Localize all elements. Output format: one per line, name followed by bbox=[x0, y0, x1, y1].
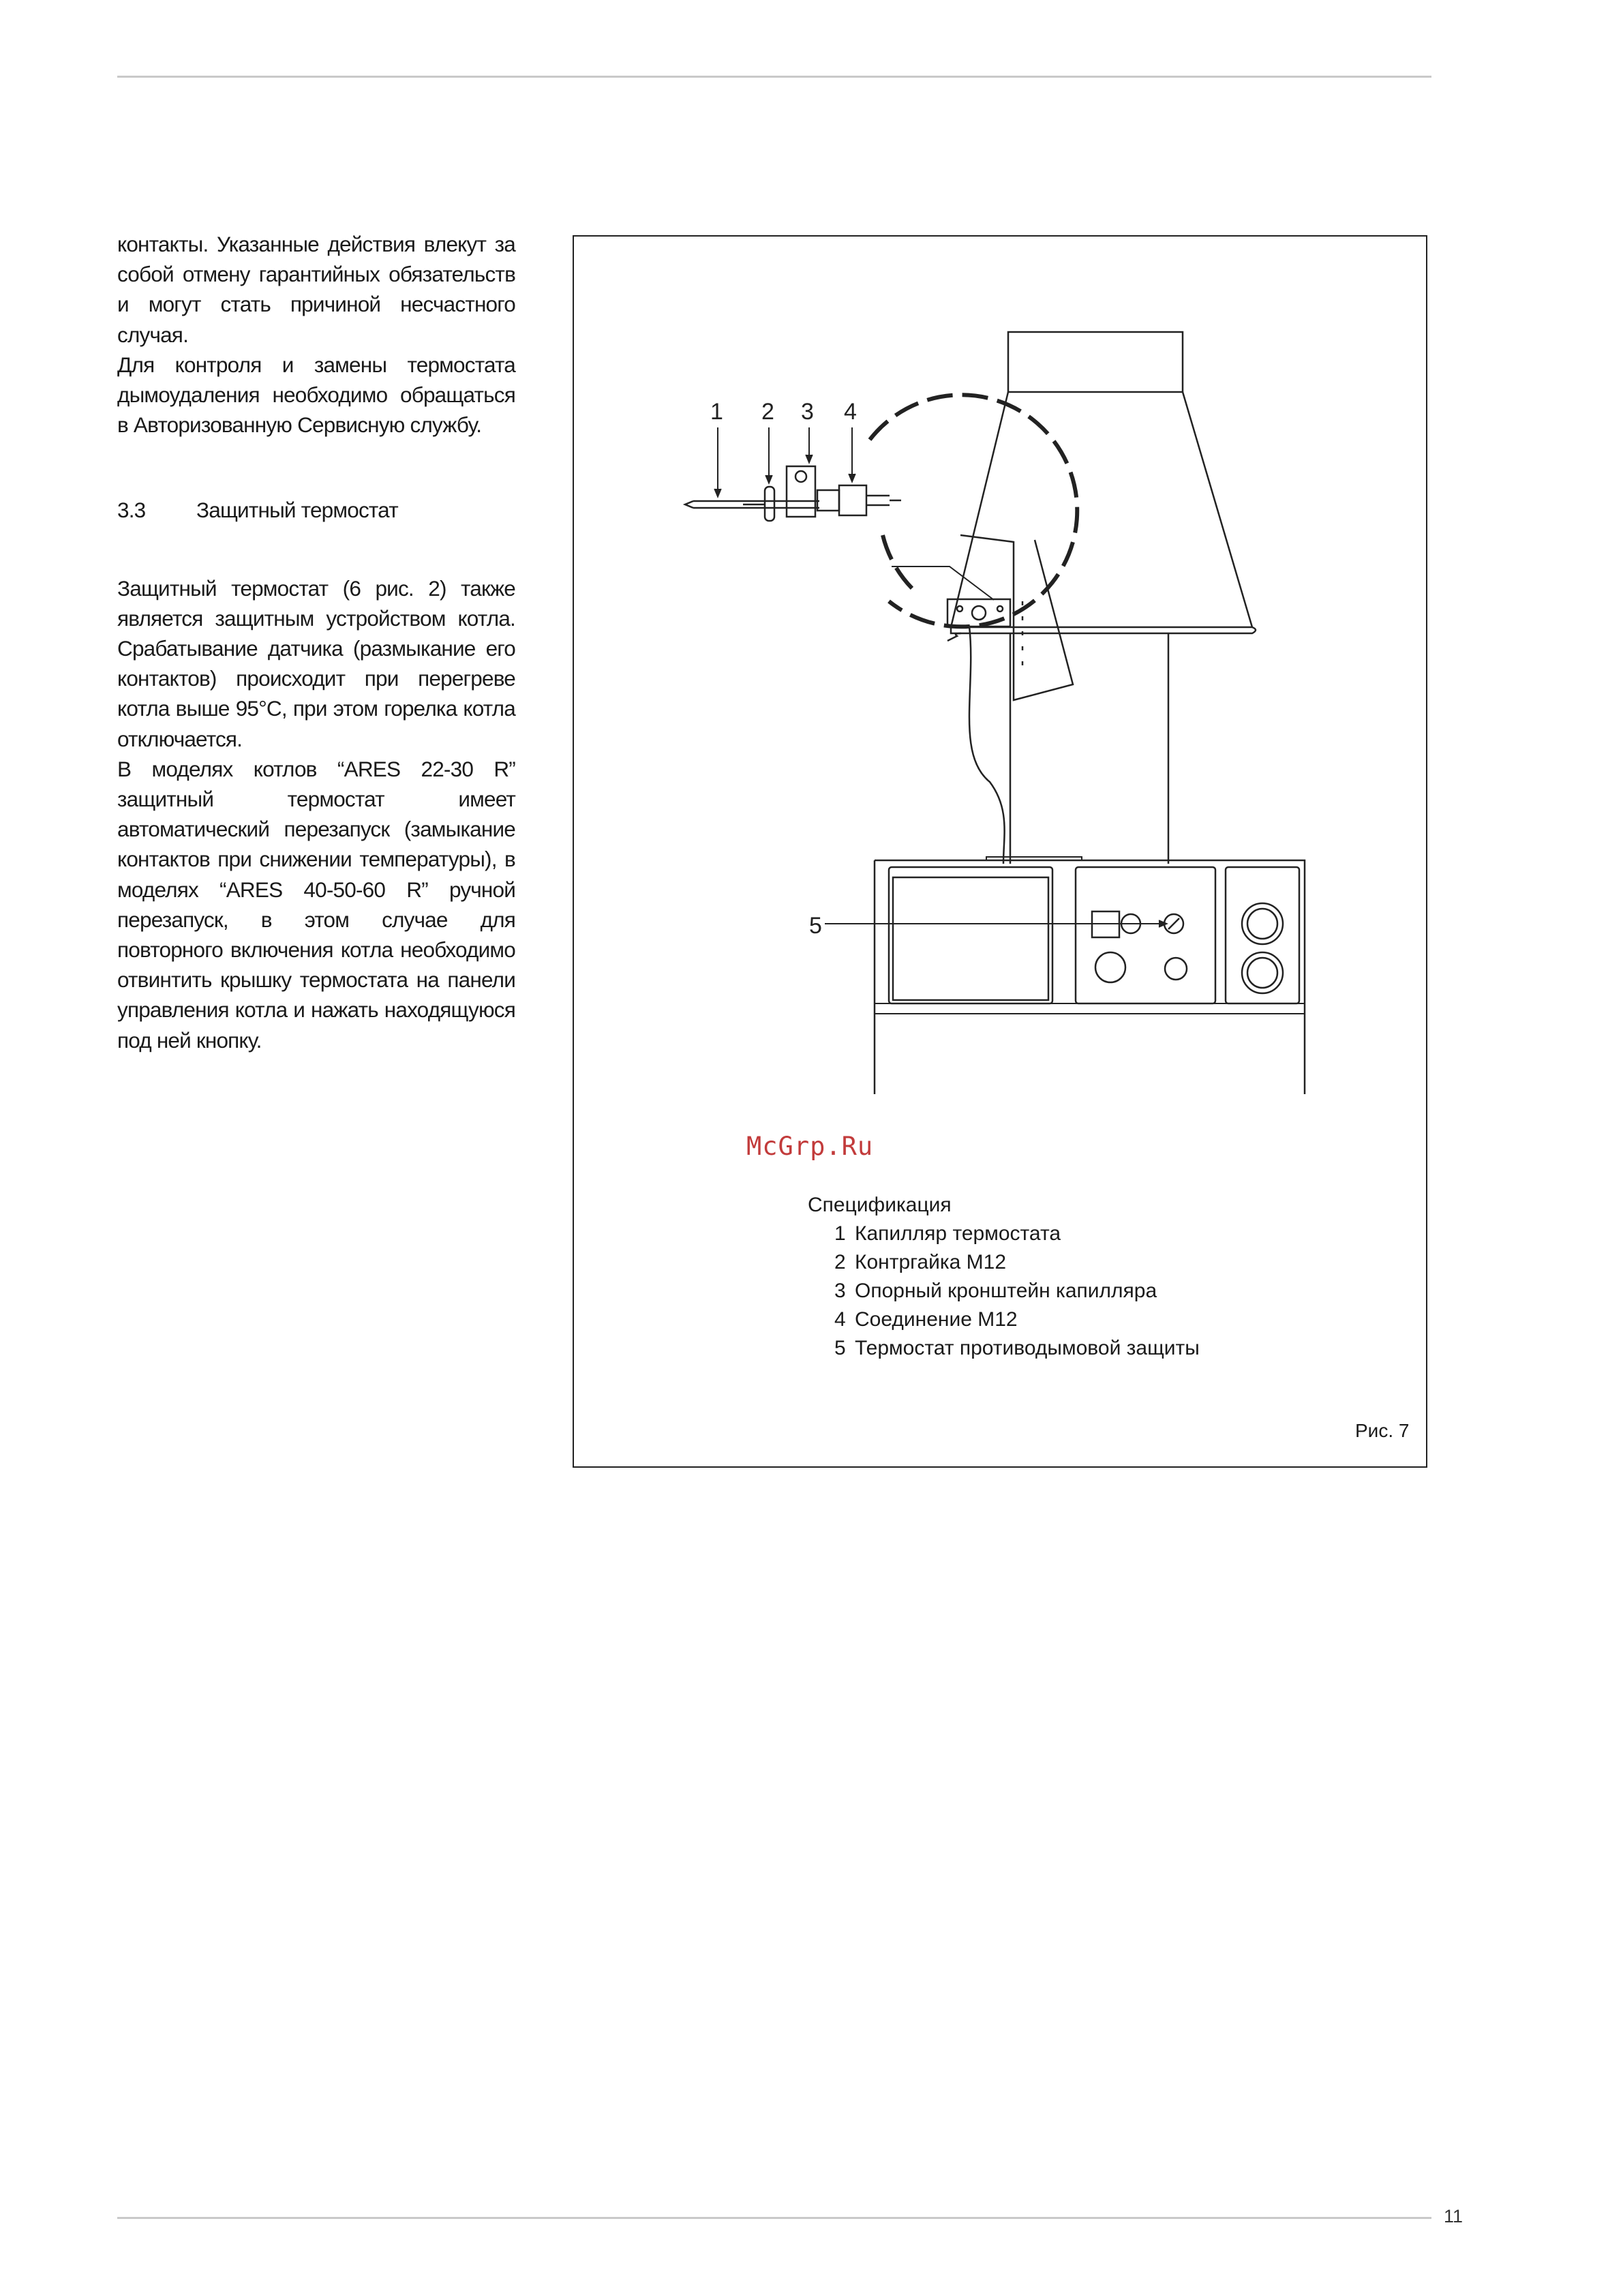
paragraph-service: Для контроля и замены термостата дымоудаления необходимо обращаться в Авторизованную Сервисную службу. bbox=[117, 352, 515, 438]
control-panel bbox=[1076, 867, 1215, 1003]
spec-item-number: 2 bbox=[834, 1251, 846, 1273]
spec-item bbox=[808, 1220, 1200, 1248]
section-title: Защитный термостат bbox=[196, 498, 398, 523]
spec-item bbox=[808, 1248, 1200, 1277]
hood-rim bbox=[951, 627, 1256, 633]
bottom-rule bbox=[117, 2217, 1431, 2219]
spec-item-label: Термостат противодымовой защиты bbox=[855, 1337, 1200, 1359]
capillary-wire bbox=[969, 626, 1005, 864]
section-number: 3.3 bbox=[117, 498, 146, 523]
zoom-circle bbox=[870, 395, 1077, 626]
spec-title: Спецификация bbox=[808, 1194, 952, 1216]
callout-1: 1 bbox=[710, 399, 723, 425]
paragraph-warranty: контакты. Указанные действия влекут за собой отмену гарантийных обязательств и могут стать причиной несчастного случая. bbox=[117, 232, 515, 347]
watermark: McGrp.Ru bbox=[746, 1132, 874, 1161]
flue-pipe bbox=[1010, 633, 1168, 864]
spec-item-number: 4 bbox=[834, 1308, 846, 1331]
figure-caption: Рис. 7 bbox=[1355, 1420, 1410, 1441]
front-cover bbox=[889, 867, 1052, 1003]
spec-item-number: 5 bbox=[834, 1337, 846, 1359]
spec-item-label: Контргайка M12 bbox=[855, 1251, 1007, 1273]
callout-4: 4 bbox=[844, 399, 857, 425]
gauge-panel bbox=[1226, 867, 1299, 1003]
spec-item-label: Соединение M12 bbox=[855, 1308, 1018, 1331]
thermostat-bracket bbox=[960, 535, 1073, 700]
flue-hood bbox=[951, 392, 1252, 627]
paragraph-restart-models: В моделях котлов “ARES 22-30 R” защитный термостат имеет автоматический перезапуск (замыкание контактов при снижении температуры), в моделях “ARES 40-50-60 R” ручной перезапуск, в этом случае для повторного включения котла необходимо отвинтить крышку термостата на панели управления котла и нажать находящуюся под ней кнопку. bbox=[117, 756, 515, 1053]
section-heading bbox=[117, 495, 515, 525]
specification-list bbox=[808, 1191, 1200, 1363]
left-column-text bbox=[117, 229, 515, 1055]
boiler-body bbox=[875, 860, 1305, 1094]
spec-item bbox=[808, 1334, 1200, 1363]
spec-item bbox=[808, 1277, 1200, 1305]
page-number: 11 bbox=[1444, 2206, 1463, 2226]
callout-3: 3 bbox=[801, 399, 814, 425]
spec-item-label: Опорный кронштейн капилляра bbox=[855, 1280, 1157, 1302]
top-rule bbox=[117, 76, 1431, 78]
flue-top-pipe bbox=[1008, 332, 1183, 392]
callout-2: 2 bbox=[761, 399, 774, 425]
spec-item bbox=[808, 1305, 1200, 1334]
callout-5: 5 bbox=[809, 913, 822, 939]
spec-item-number: 3 bbox=[834, 1280, 846, 1302]
spec-item-label: Капилляр термостата bbox=[855, 1222, 1061, 1245]
paragraph-safety-thermostat: Защитный термостат (6 рис. 2) также является защитным устройством котла. Срабатывание датчика (размыкание его контактов) происходит при перегреве котла выше 95°C, при этом горелка котла отключается. bbox=[117, 575, 515, 751]
spec-item-number: 1 bbox=[834, 1222, 846, 1245]
